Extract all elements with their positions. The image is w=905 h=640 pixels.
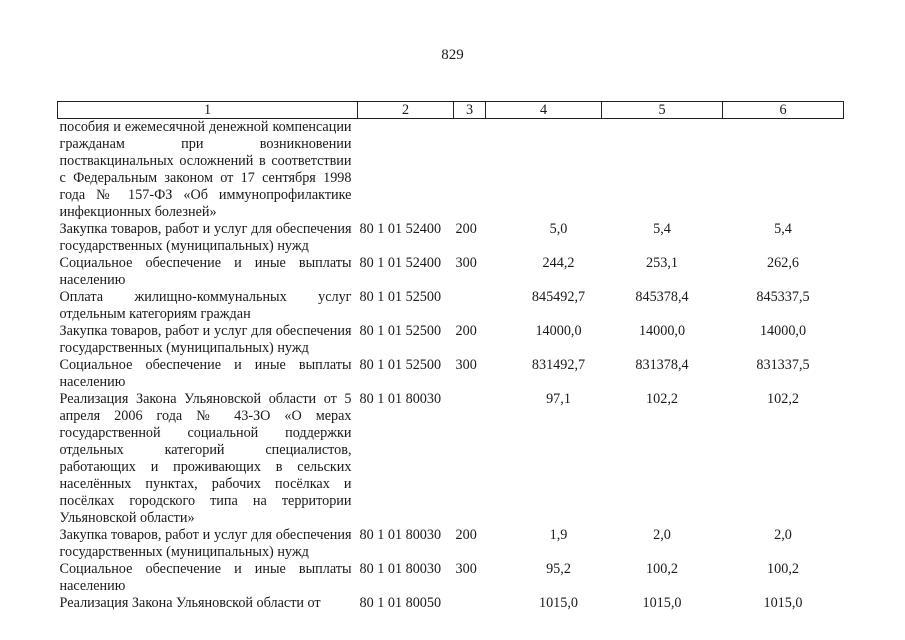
budget-table — [57, 101, 844, 612]
row-name: Социальное обеспечение и иные выплаты населению — [59, 561, 352, 594]
header-col-5: 5 — [602, 102, 723, 119]
row-kvr: 200 — [455, 323, 477, 339]
header-col-6: 6 — [723, 102, 844, 119]
row-name: Социальное обеспечение и иные выплаты населению — [59, 357, 352, 390]
table-body — [58, 119, 844, 613]
row-value-2: 100,2 — [646, 561, 678, 577]
row-value-2: 2,0 — [653, 527, 671, 543]
row-value-1: 95,2 — [546, 561, 571, 577]
row-code: 80 1 01 80030 — [359, 561, 442, 577]
row-value-2 — [602, 119, 723, 222]
row-value-3: 14000,0 — [759, 323, 807, 339]
row-value-2: 1015,0 — [642, 595, 682, 611]
table-row — [58, 289, 844, 323]
row-name: Закупка товаров, работ и услуг для обеспечения государственных (муниципальных) нужд — [59, 221, 352, 254]
row-value-2: 831378,4 — [635, 357, 689, 373]
row-value-3: 845337,5 — [756, 289, 810, 305]
row-value-3: 5,4 — [774, 221, 792, 237]
table-row — [58, 119, 844, 222]
page-number: 829 — [441, 47, 464, 63]
row-value-3: 262,6 — [767, 255, 799, 271]
row-code: 80 1 01 52400 — [359, 221, 442, 237]
row-value-3: 2,0 — [774, 527, 792, 543]
row-name: Реализация Закона Ульяновской области от 5 апреля 2006 года № 43-ЗО «О мерах государственной социальной поддержки отдельных категорий специалистов, работающих и проживающих в сельских населённых пунктах, рабочих посёлках и посёлках городского типа на территории Ульяновской области» — [59, 391, 352, 526]
row-value-1: 831492,7 — [531, 357, 586, 373]
row-code: 80 1 01 52500 — [359, 357, 442, 373]
row-code: 80 1 01 52500 — [359, 323, 442, 339]
row-kvr — [454, 391, 486, 527]
row-name: Социальное обеспечение и иные выплаты населению — [59, 255, 352, 288]
row-value-2: 102,2 — [646, 391, 678, 407]
row-value-3: 1015,0 — [763, 595, 803, 611]
row-name: Оплата жилищно-коммунальных услуг отдельным категориям граждан — [59, 289, 352, 322]
row-value-2: 253,1 — [646, 255, 678, 271]
row-kvr: 200 — [455, 221, 477, 237]
table-row — [58, 255, 844, 289]
row-kvr — [454, 595, 486, 612]
table-row — [58, 561, 844, 595]
row-code: 80 1 01 52500 — [359, 289, 442, 305]
row-value-1: 14000,0 — [535, 323, 582, 339]
header-col-3: 3 — [454, 102, 486, 119]
table-row — [58, 221, 844, 255]
row-name: Закупка товаров, работ и услуг для обеспечения государственных (муниципальных) нужд — [59, 527, 352, 560]
row-value-2: 845378,4 — [635, 289, 689, 305]
header-col-2: 2 — [358, 102, 454, 119]
row-value-1: 1015,0 — [538, 595, 578, 611]
row-value-1 — [486, 119, 602, 222]
row-value-1: 845492,7 — [531, 289, 586, 305]
row-name: Реализация Закона Ульяновской области от — [59, 595, 321, 611]
row-value-1: 244,2 — [542, 255, 575, 271]
row-code — [358, 119, 454, 222]
row-value-2: 5,4 — [653, 221, 671, 237]
table-row — [58, 357, 844, 391]
row-kvr — [454, 119, 486, 222]
row-code: 80 1 01 80030 — [359, 391, 442, 407]
row-value-3: 831337,5 — [756, 357, 810, 373]
header-col-4: 4 — [486, 102, 602, 119]
row-value-1: 5,0 — [549, 221, 568, 237]
row-value-3: 100,2 — [767, 561, 799, 577]
table-row — [58, 323, 844, 357]
row-code: 80 1 01 80030 — [359, 527, 442, 543]
row-value-1: 97,1 — [546, 391, 571, 407]
row-value-1: 1,9 — [549, 527, 568, 543]
row-value-3 — [723, 119, 844, 222]
table-row — [58, 595, 844, 612]
table-row — [58, 391, 844, 527]
table-row — [58, 527, 844, 561]
row-name: пособия и ежемесячной денежной компенсации гражданам при возникновении поствакцинальных осложнений в соответствии с Федеральным законом от 17 сентября 1998 года № 157-ФЗ «Об иммунопрофилактике инфекционных болезней» — [59, 119, 352, 220]
header-col-1: 1 — [58, 102, 358, 119]
row-value-3: 102,2 — [767, 391, 799, 407]
row-code: 80 1 01 52400 — [359, 255, 442, 271]
row-kvr — [454, 289, 486, 323]
row-kvr: 200 — [455, 527, 477, 543]
row-name: Закупка товаров, работ и услуг для обеспечения государственных (муниципальных) нужд — [59, 323, 352, 356]
row-kvr: 300 — [455, 357, 477, 373]
table-header — [58, 102, 844, 119]
row-kvr: 300 — [455, 255, 477, 271]
row-kvr: 300 — [455, 561, 477, 577]
row-code: 80 1 01 80050 — [359, 595, 442, 611]
row-value-2: 14000,0 — [638, 323, 686, 339]
